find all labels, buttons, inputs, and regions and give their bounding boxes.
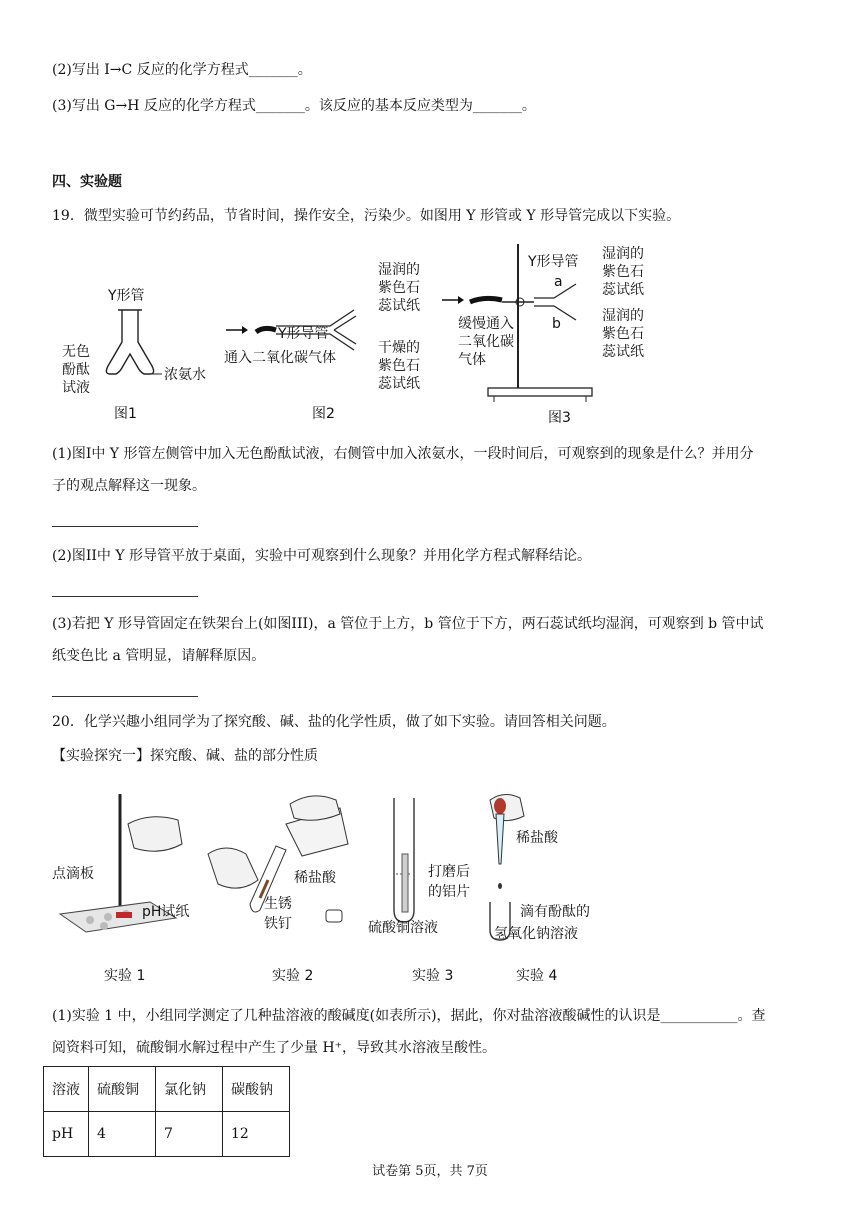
q19-answer-line-2[interactable]	[52, 596, 198, 597]
fig1-tube-label: Y形管	[108, 288, 145, 304]
fig2-bottom-label-3: 蕊试纸	[378, 376, 420, 392]
exp3-al-label-2: 的铝片	[428, 884, 470, 900]
exp2-acid-label: 稀盐酸	[294, 870, 336, 886]
fig3-gas-label-2: 二氧化碳	[458, 334, 514, 350]
table-cell: 12	[223, 1112, 290, 1157]
q19-stem: 19．微型实验可节约药品，节省时间，操作安全，污染少。如图用 Y 形管或 Y 形导管完成以下实验。	[52, 208, 681, 224]
q18-part2: (2)写出 I→C 反应的化学方程式_______。	[52, 62, 312, 78]
fig3-bottom-label-1: 湿润的	[602, 308, 644, 324]
fig2-tube-label: Y形导管	[278, 326, 329, 342]
exp2-nail-label-1: 生锈	[264, 896, 292, 912]
ph-table	[43, 1066, 290, 1157]
table-row	[44, 1112, 290, 1157]
exp2-nail-label-2: 铁钉	[264, 916, 292, 932]
table-cell: 7	[156, 1112, 223, 1157]
fig2-bottom-label-2: 紫色石	[378, 358, 420, 374]
q19-part2: (2)图II中 Y 形导管平放于桌面，实验中可观察到什么现象？并用化学方程式解释结论。	[52, 548, 592, 564]
fig3-bottom-label-3: 蕊试纸	[602, 344, 644, 360]
fig3-gas-label-1: 缓慢通入	[458, 316, 514, 332]
exp3-al-label-1: 打磨后	[428, 864, 470, 880]
fig1-left-label-2: 酚酞	[62, 362, 90, 378]
exp1-caption: 实验 1	[104, 968, 146, 984]
exp1-paper-label: pH试纸	[142, 904, 190, 920]
q19-part3-line1: (3)若把 Y 形导管固定在铁架台上(如图III)，a 管位于上方，b 管位于下方，两石蕊试纸均湿润，可观察到 b 管中试	[52, 616, 764, 632]
fig1-right-label: 浓氨水	[164, 367, 206, 383]
exp2-caption: 实验 2	[272, 968, 314, 984]
exp4-caption: 实验 4	[516, 968, 558, 984]
q20-part1-line2: 阅资料可知，硫酸铜水解过程中产生了少量 H⁺，导致其水溶液呈酸性。	[52, 1040, 497, 1056]
q20-figure	[50, 784, 630, 990]
fig3-a-label: a	[554, 274, 563, 290]
q20-stem: 20．化学兴趣小组同学为了探究酸、碱、盐的化学性质，做了如下实验。请回答相关问题。	[52, 714, 616, 730]
fig1-y-tube	[62, 288, 206, 422]
fig3-b-label: b	[552, 316, 561, 332]
fig1-caption: 图1	[114, 406, 137, 422]
fig3-top-label-2: 紫色石	[602, 264, 644, 280]
table-header-cell: 溶液	[44, 1067, 89, 1112]
fig3-top-label-1: 湿润的	[602, 246, 644, 262]
fig3-tube-label: Y形导管	[528, 254, 579, 270]
exp4-illustration	[490, 794, 590, 984]
fig3-bottom-label-2: 紫色石	[602, 326, 644, 342]
page-footer: 试卷第 5页，共 7页	[372, 1164, 488, 1179]
fig3-caption: 图3	[548, 410, 571, 426]
q19-part1-line1: (1)图I中 Y 形管左侧管中加入无色酚酞试液，右侧管中加入浓氨水，一段时间后，可观察到的现象是什么？并用分	[52, 446, 754, 462]
exp4-solution-label-1: 滴有酚酞的	[520, 904, 590, 920]
exp4-solution-label-2: 氢氧化钠溶液	[494, 926, 578, 942]
table-cell: pH	[44, 1112, 89, 1157]
table-header-cell: 氯化钠	[156, 1067, 223, 1112]
fig1-left-label-3: 试液	[62, 380, 90, 396]
exp1-illustration	[52, 794, 189, 984]
q19-answer-line-1[interactable]	[52, 526, 198, 527]
table-header-cell: 碳酸钠	[223, 1067, 290, 1112]
q20-sub1: 【实验探究一】探究酸、碱、盐的部分性质	[52, 748, 318, 764]
fig2-top-label-1: 湿润的	[378, 262, 420, 278]
q18-part3: (3)写出 G→H 反应的化学方程式_______。该反应的基本反应类型为_______。	[52, 98, 536, 114]
exp4-acid-label: 稀盐酸	[516, 830, 558, 846]
fig2-top-label-3: 蕊试纸	[378, 298, 420, 314]
fig2-gas-label: 通入二氧化碳气体	[224, 350, 336, 366]
fig2-caption: 图2	[312, 406, 335, 422]
fig3-gas-label-3: 气体	[458, 352, 486, 368]
fig2-top-label-2: 紫色石	[378, 280, 420, 296]
fig2-y-conduit	[224, 262, 420, 422]
fig3-top-label-3: 蕊试纸	[602, 282, 644, 298]
exp3-illustration	[368, 798, 470, 984]
q20-part1-line1: (1)实验 1 中，小组同学测定了几种盐溶液的酸碱度(如表所示)，据此，你对盐溶液酸碱性的认识是___________。查	[52, 1008, 766, 1024]
table-cell: 4	[89, 1112, 156, 1157]
fig1-left-label-1: 无色	[62, 344, 90, 360]
q19-figure	[50, 238, 660, 428]
q19-part3-line2: 纸变色比 a 管明显，请解释原因。	[52, 648, 266, 664]
table-row	[44, 1067, 290, 1112]
exp3-solution-label: 硫酸铜溶液	[368, 920, 438, 936]
fig3-iron-stand	[442, 244, 644, 426]
exp1-plate-label: 点滴板	[52, 866, 94, 882]
fig2-bottom-label-1: 干燥的	[378, 340, 420, 356]
table-header-cell: 硫酸铜	[89, 1067, 156, 1112]
q19-part1-line2: 子的观点解释这一现象。	[52, 478, 206, 494]
section-title: 四、实验题	[52, 174, 122, 190]
exp2-illustration	[208, 796, 348, 984]
exp3-caption: 实验 3	[412, 968, 454, 984]
q19-answer-line-3[interactable]	[52, 696, 198, 697]
